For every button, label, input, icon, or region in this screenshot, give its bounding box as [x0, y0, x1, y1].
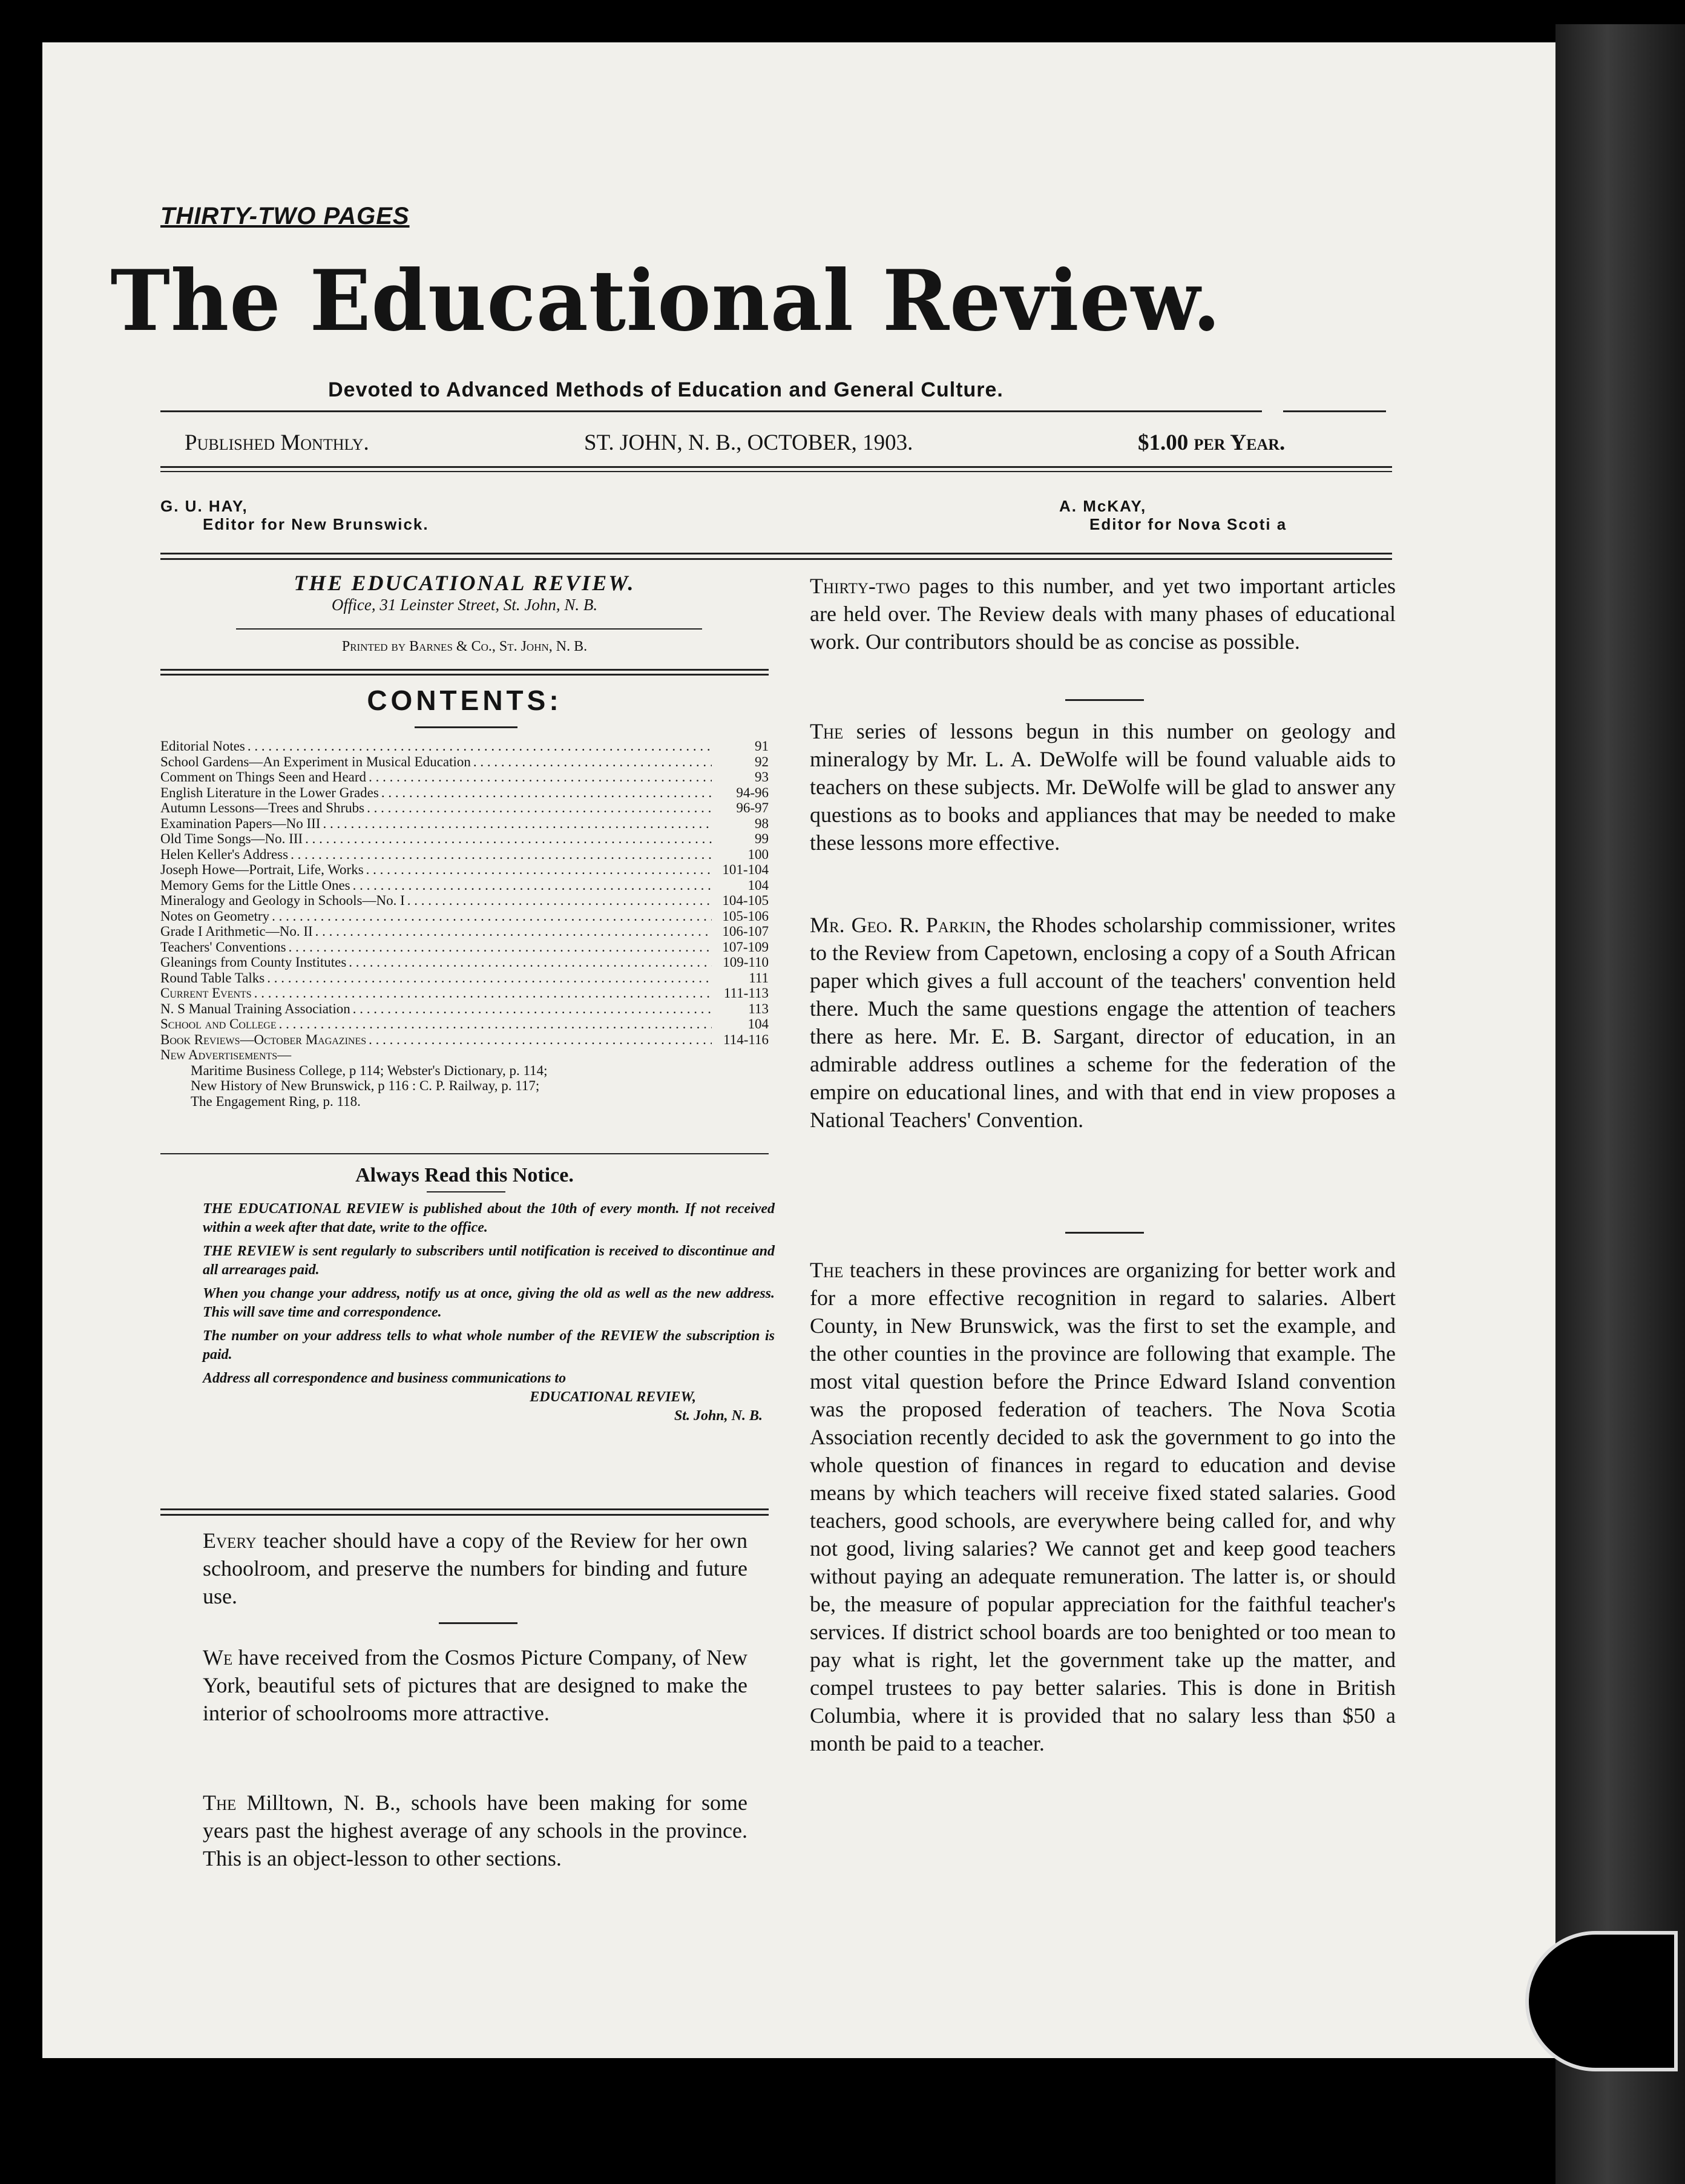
toc-entry-title: Gleanings from County Institutes — [160, 955, 347, 970]
paragraph-lead: We — [203, 1645, 233, 1669]
toc-leader-dots — [279, 1016, 712, 1032]
subscription-notice — [203, 1200, 775, 1426]
toc-entry — [160, 738, 769, 754]
toc-entry-page: 93 — [755, 769, 769, 784]
editor-nova-scotia — [1059, 498, 1287, 534]
paragraph-lead: Every — [203, 1528, 257, 1553]
toc-entry-title: Teachers' Conventions — [160, 939, 286, 955]
toc-leader-dots — [291, 847, 712, 863]
editor-right-name: A. McKAY, — [1059, 497, 1147, 515]
toc-entry — [160, 754, 769, 770]
toc-entry — [160, 909, 769, 924]
toc-leader-dots — [289, 939, 712, 955]
notice-heading: Always Read this Notice. — [355, 1164, 574, 1186]
toc-leader-dots — [323, 816, 712, 832]
toc-entry-page: 104-105 — [722, 893, 769, 908]
notice-paragraph: THE REVIEW is sent regularly to subscribers until notification is received to discontinue and all arrearages paid. — [203, 1243, 775, 1278]
toc-entry — [160, 862, 769, 878]
toc-entry-title: Book Reviews—October Magazines — [160, 1031, 367, 1047]
toc-entry — [160, 955, 769, 970]
toc-entry — [160, 800, 769, 816]
paragraph-separator — [1065, 699, 1144, 701]
tagline-rule-right — [1283, 410, 1386, 412]
published-monthly: Published Monthly. — [185, 430, 369, 455]
toc-ads-heading: New Advertisements— — [160, 1047, 292, 1062]
toc-entry-title: Comment on Things Seen and Heard — [160, 769, 367, 784]
contents-heading: CONTENTS: — [367, 685, 562, 716]
toc-leader-dots — [254, 985, 712, 1001]
toc-entry-page: 107-109 — [722, 939, 769, 955]
toc-entry-title: School and College — [160, 1016, 277, 1031]
toc-leader-dots — [473, 754, 712, 770]
toc-entry — [160, 985, 769, 1001]
toc-entry-page: 111 — [749, 970, 769, 985]
toc-entry-title: Old Time Songs—No. III — [160, 831, 303, 846]
contents-bottom-rule — [160, 1153, 769, 1154]
notice-bottom-rule-2 — [160, 1514, 769, 1516]
paragraph-text: have received from the Cosmos Picture Company, of New York, beautiful sets of pictures that are designed to make the interior of schoolrooms more attractive. — [203, 1645, 747, 1725]
subscription-price: $1.00 per Year. — [1138, 430, 1286, 455]
dateline: ST. JOHN, N. B., OCTOBER, 1903. — [584, 430, 913, 455]
toc-leader-dots — [272, 909, 712, 924]
notice-sign-name: EDUCATIONAL REVIEW, — [530, 1389, 696, 1405]
toc-entry — [160, 769, 769, 785]
paragraph-text: Milltown, N. B., schools have been making for some years past the highest average of any schools in the province. This is an object-lesson to other sections. — [203, 1791, 747, 1870]
toc-leader-dots — [381, 785, 712, 801]
pubrow-rule-2 — [160, 471, 1392, 472]
toc-entry-title: Mineralogy and Geology in Schools—No. I — [160, 893, 405, 908]
toc-ad-line: New History of New Brunswick, p 116 : C. P. Railway, p. 117; — [191, 1078, 540, 1093]
toc-entry-title: School Gardens—An Experiment in Musical Education — [160, 754, 471, 769]
toc-entry-page: 109-110 — [723, 955, 769, 970]
toc-entry-title: Round Table Talks — [160, 970, 265, 985]
toc-entry — [160, 878, 769, 893]
editor-right-role: Editor for Nova Scoti a — [1089, 515, 1287, 533]
toc-leader-dots — [305, 831, 712, 847]
toc-entry — [160, 893, 769, 909]
toc-entry-page: 105-106 — [722, 908, 769, 924]
masthead-tagline: Devoted to Advanced Methods of Education and General Culture. — [328, 378, 1003, 401]
paragraph-text: teachers in these provinces are organizing for better work and for a more effective recognition in regard to salaries. Albert County, in New Brunswick, was the first to set the example, and the other counties in the province are following that example. The most vital question before the Prince Edward Island convention was the proposed federation of teachers. The Nova Scotia Association recently decided to ask the government to go into the whole question of finances in regard to education and devise means by which teachers will receive fixed stated salaries. Good teachers, good schools, are everywhere being called for, and why not good, living salaries? We cannot get and keep good teachers without paying an adequate remuneration. The latter is, or should be, the measure of popular appreciation for the faithful teacher's services. If district school boards are too benighted or too mean to pay what is right, let the government take up the matter, and compel trustees to pay better salaries. This is done in British Columbia, where it is provided that no salary less than $50 a month be paid to a teacher. — [810, 1258, 1396, 1755]
masthead-title: The Educational Review. — [110, 251, 1221, 350]
paragraph-text: pages to this number, and yet two important articles are held over. The Review deals with many phases of educational work. Our contributors should be as concise as possible. — [810, 574, 1396, 654]
toc-entry-page: 104 — [747, 1016, 769, 1031]
office-address: Office, 31 Leinster Street, St. John, N. B. — [331, 596, 598, 614]
notice-paragraph: When you change your address, notify us at once, giving the old as well as the new address. This will save time and correspondence. — [203, 1286, 775, 1320]
toc-entry — [160, 939, 769, 955]
toc-leader-dots — [353, 878, 712, 893]
paragraph-lead: The — [810, 1258, 844, 1282]
paragraph-text: series of lessons begun in this number on geology and mineralogy by Mr. L. A. DeWolfe will be found valuable aids to teachers on these subjects. Mr. DeWolfe will be glad to answer any questions as to books and appliances that may be needed to make these lessons more effective. — [810, 719, 1396, 855]
printer-rule — [160, 669, 769, 671]
toc-entry-page: 111-113 — [723, 985, 769, 1001]
toc-entry — [160, 924, 769, 939]
paragraph-lead: Mr. Geo. R. Parkin, — [810, 913, 991, 937]
paragraph-text: the Rhodes scholarship commissioner, writes to the Review from Capetown, enclosing a copy of a South African paper which gives a full account of the teachers' convention held there. Much the same questions engage the attention of teachers there as here. Mr. E. B. Sargant, director of education, in an admirable address outlines a scheme for the federation of the empire on educational lines, and with that end in view proposes a National Teachers' Convention. — [810, 913, 1396, 1132]
left-paragraph — [203, 1527, 747, 1610]
toc-entry-title: Joseph Howe—Portrait, Life, Works — [160, 862, 364, 877]
paragraph-separator — [439, 1622, 517, 1624]
right-paragraph — [810, 1256, 1396, 1757]
contents-rule — [415, 726, 517, 728]
printer-rule-2 — [160, 674, 769, 676]
toc-leader-dots — [349, 955, 712, 970]
toc-entry — [160, 816, 769, 832]
toc-entry — [160, 970, 769, 986]
toc-leader-dots — [267, 970, 712, 986]
magazine-page — [42, 42, 1555, 2058]
notice-paragraph: Address all correspondence and business communications to — [203, 1370, 567, 1386]
toc-entry-title: Editorial Notes — [160, 738, 245, 754]
toc-entry-page: 99 — [755, 831, 769, 846]
toc-entry-page: 91 — [755, 738, 769, 754]
office-box — [160, 570, 769, 614]
toc-leader-dots — [315, 924, 712, 939]
editor-left-name: G. U. HAY, — [160, 497, 248, 515]
toc-entry-title: Examination Papers—No III — [160, 815, 321, 831]
editor-left-role: Editor for New Brunswick. — [203, 515, 429, 533]
toc-entry-title: Memory Gems for the Little Ones — [160, 877, 350, 893]
toc-entry — [160, 1001, 769, 1017]
toc-entry-title: Grade I Arithmetic—No. II — [160, 924, 313, 939]
toc-entry-page: 101-104 — [722, 862, 769, 877]
toc-entry — [160, 847, 769, 863]
toc-entry-page: 92 — [755, 754, 769, 769]
page-count-label: THIRTY-TWO PAGES — [160, 203, 410, 229]
editors-rule — [160, 553, 1392, 554]
left-paragraph — [203, 1643, 747, 1727]
toc-leader-dots — [407, 893, 712, 909]
toc-entry-title: N. S Manual Training Association — [160, 1001, 350, 1016]
toc-entry-title: Current Events — [160, 985, 252, 1001]
toc-entry — [160, 831, 769, 847]
right-paragraph — [810, 572, 1396, 656]
right-paragraph — [810, 911, 1396, 1134]
toc-entry-page: 113 — [748, 1001, 769, 1016]
notice-paragraph: The number on your address tells to what whole number of the REVIEW the subscription is paid. — [203, 1328, 775, 1363]
toc-entry-title: Helen Keller's Address — [160, 846, 289, 862]
printer-line: Printed by Barnes & Co., St. John, N. B. — [341, 639, 588, 654]
table-of-contents — [160, 738, 769, 1109]
paragraph-lead: Thirty-two — [810, 574, 910, 598]
notice-bottom-rule — [160, 1508, 769, 1510]
toc-leader-dots — [353, 1001, 712, 1017]
toc-leader-dots — [367, 800, 712, 816]
toc-entry-title: English Literature in the Lower Grades — [160, 784, 379, 800]
office-title: THE EDUCATIONAL REVIEW. — [294, 571, 636, 595]
toc-entry-page: 104 — [747, 877, 769, 893]
toc-entry-page: 100 — [747, 846, 769, 862]
notice-heading-rule — [427, 1191, 505, 1192]
book-binding-edge — [1555, 24, 1685, 2184]
toc-leader-dots — [366, 862, 712, 878]
thumb-shadow — [1525, 1931, 1678, 2071]
right-paragraph — [810, 717, 1396, 857]
paragraph-separator — [1065, 1232, 1144, 1234]
toc-entry-page: 114-116 — [723, 1031, 769, 1047]
toc-ad-line: Maritime Business College, p 114; Webster's Dictionary, p. 114; — [191, 1062, 548, 1078]
notice-sign-place: St. John, N. B. — [674, 1408, 763, 1424]
toc-entry — [160, 1032, 769, 1048]
tagline-rule — [160, 410, 1262, 412]
toc-entry-page: 94-96 — [736, 784, 769, 800]
toc-entry — [160, 785, 769, 801]
toc-entry-page: 96-97 — [736, 800, 769, 815]
left-paragraph — [203, 1789, 747, 1872]
toc-entry-page: 98 — [755, 815, 769, 831]
paragraph-lead: The — [203, 1791, 237, 1815]
editor-new-brunswick — [160, 498, 429, 534]
toc-leader-dots — [248, 738, 712, 754]
office-rule — [236, 628, 702, 630]
editors-rule-2 — [160, 558, 1392, 560]
paragraph-lead: The — [810, 719, 844, 743]
toc-entry-page: 106-107 — [722, 924, 769, 939]
toc-entry-title: Autumn Lessons—Trees and Shrubs — [160, 800, 365, 815]
toc-leader-dots — [369, 769, 712, 785]
toc-ad-line: The Engagement Ring, p. 118. — [191, 1093, 361, 1109]
toc-leader-dots — [369, 1032, 712, 1048]
notice-paragraph: THE EDUCATIONAL REVIEW is published about the 10th of every month. If not received within a week after that date, write to the office. — [203, 1201, 775, 1235]
toc-entry-title: Notes on Geometry — [160, 908, 270, 924]
toc-entry — [160, 1016, 769, 1032]
pubrow-rule — [160, 466, 1392, 468]
paragraph-text: teacher should have a copy of the Review for her own schoolroom, and preserve the numbers for binding and future use. — [203, 1528, 747, 1608]
